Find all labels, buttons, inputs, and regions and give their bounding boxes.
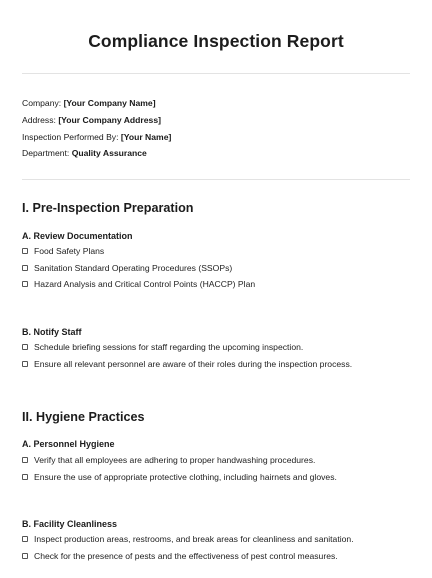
checkbox[interactable] (22, 265, 28, 271)
department-row (22, 145, 171, 162)
checklist (22, 243, 255, 293)
checklist-item-text: Schedule briefing sessions for staff regarding the upcoming inspection. (34, 342, 304, 353)
checklist (22, 531, 354, 564)
department-value: Quality Assurance (71, 148, 147, 159)
checklist-item (22, 469, 337, 486)
address-value: [Your Company Address] (58, 114, 161, 125)
company-value: [Your Company Name] (63, 98, 156, 108)
checklist-item (22, 339, 352, 356)
checklist-item-text: Food Safety Plans (34, 246, 105, 257)
checkbox[interactable] (22, 281, 28, 287)
subsection-heading: B. Facility Cleanliness (22, 519, 118, 529)
checkbox[interactable] (22, 344, 28, 350)
section-heading: II. Hygiene Practices (22, 410, 145, 424)
checklist-item-text: Hazard Analysis and Critical Control Points (HACCP) Plan (34, 279, 256, 290)
company-info (22, 95, 171, 162)
address-row (22, 112, 171, 129)
checklist-item (22, 276, 255, 293)
checklist-item-text: Ensure all relevant personnel are aware of their roles during the inspection process. (34, 358, 353, 369)
subsection-heading: B. Notify Staff (22, 327, 82, 337)
section-heading: I. Pre-Inspection Preparation (22, 201, 194, 215)
checklist-item-text: Sanitation Standard Operating Procedures (SSOPs) (34, 262, 233, 273)
divider (22, 179, 410, 180)
checklist-item-text: Verify that all employees are adhering to proper handwashing procedures. (34, 455, 316, 466)
checklist-item (22, 452, 337, 469)
company-row (22, 95, 171, 112)
checkbox[interactable] (22, 536, 28, 542)
checklist-item (22, 243, 255, 260)
checklist-item (22, 260, 255, 277)
address-label: Address: (22, 114, 59, 125)
checkbox[interactable] (22, 248, 28, 254)
subsection-heading: A. Personnel Hygiene (22, 439, 115, 449)
checkbox[interactable] (22, 553, 28, 559)
checklist-item (22, 356, 352, 373)
checkbox[interactable] (22, 361, 28, 367)
checklist-item (22, 531, 354, 548)
divider (22, 73, 410, 74)
checklist-item-text: Check for the presence of pests and the effectiveness of pest control measures. (34, 550, 338, 561)
department-label: Department: (22, 148, 72, 159)
inspector-row (22, 129, 171, 146)
checklist-item-text: Ensure the use of appropriate protective clothing, including hairnets and gloves. (34, 471, 337, 482)
checkbox[interactable] (22, 474, 28, 480)
checkbox[interactable] (22, 457, 28, 463)
inspector-value: [Your Name] (120, 131, 172, 142)
inspector-label: Inspection Performed By: (22, 131, 121, 142)
document-title: Compliance Inspection Report (88, 31, 344, 51)
checklist-item (22, 548, 354, 565)
checklist (22, 452, 337, 485)
checklist (22, 339, 352, 372)
subsection-heading: A. Review Documentation (22, 231, 133, 241)
checklist-item-text: Inspect production areas, restrooms, and break areas for cleanliness and sanitation. (34, 534, 354, 545)
company-label: Company: (22, 98, 64, 108)
